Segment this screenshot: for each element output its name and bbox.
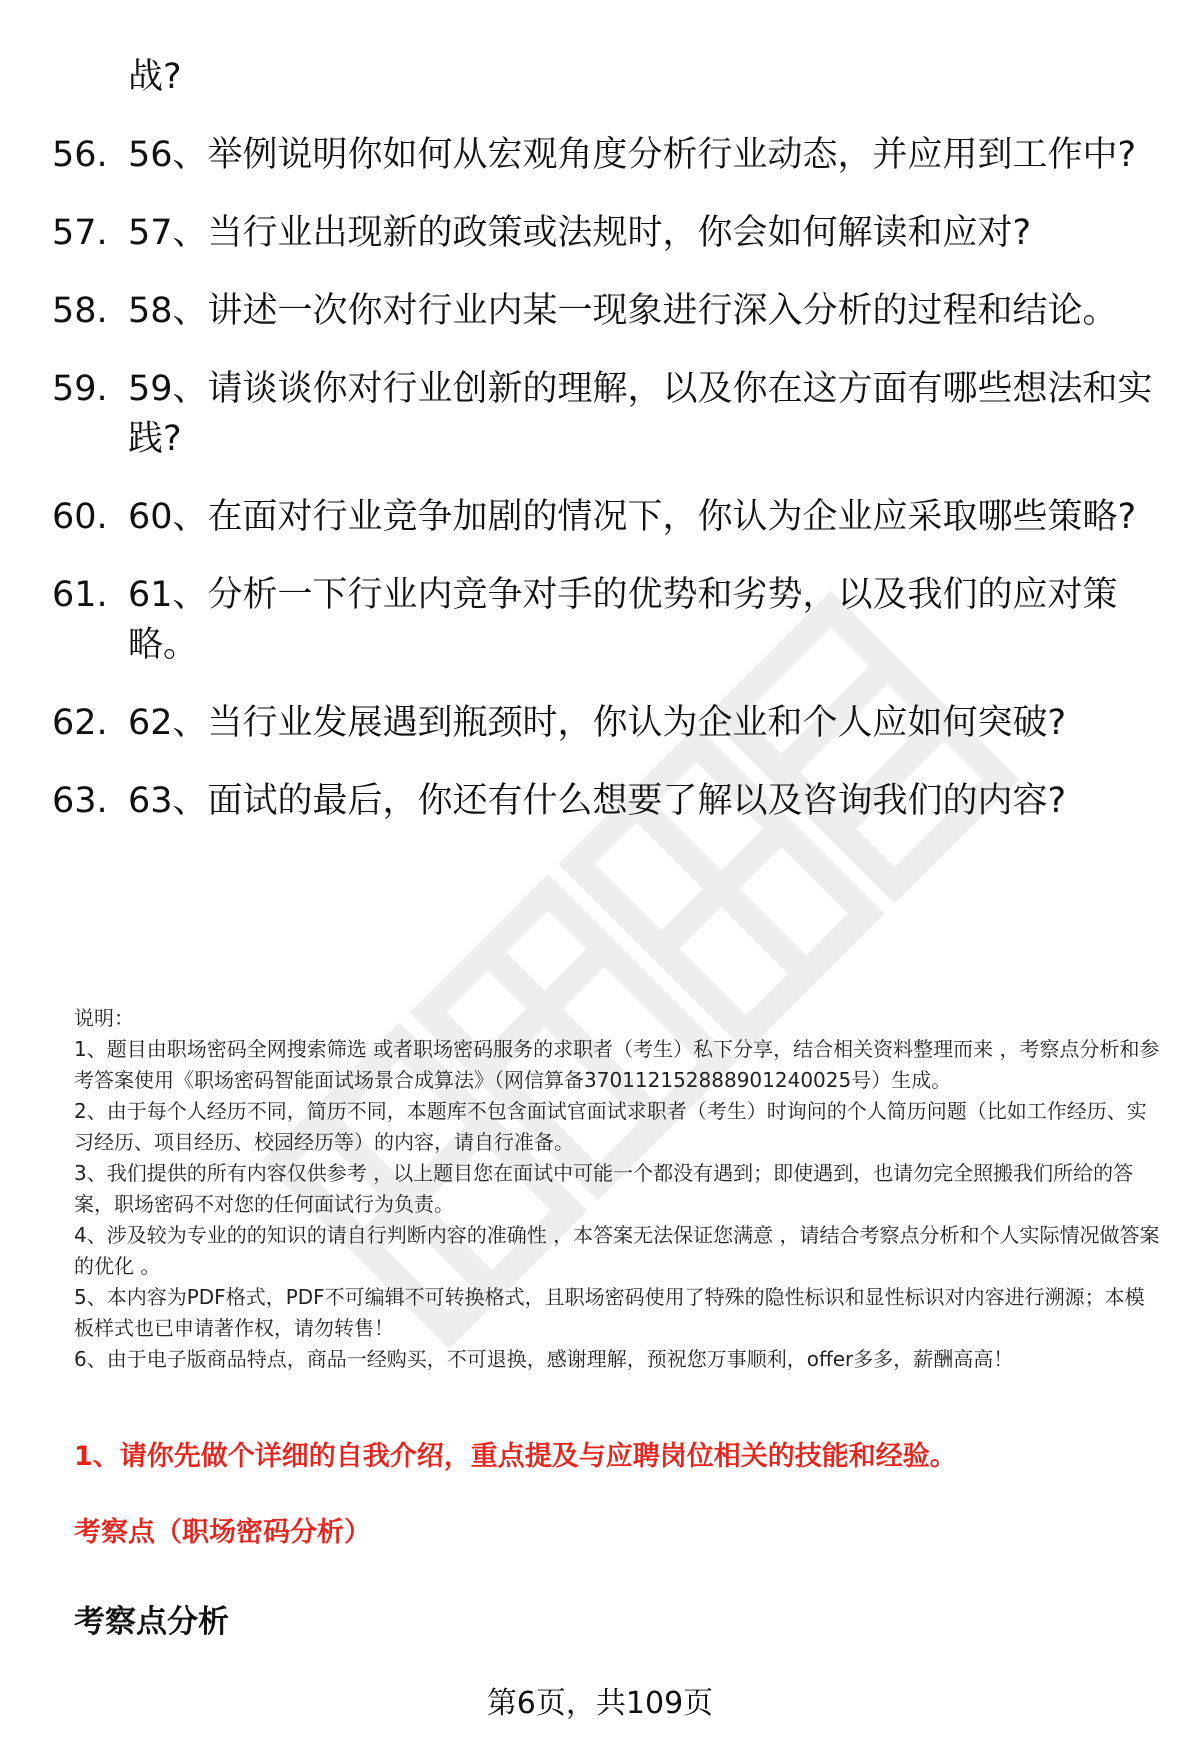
question-text: 60、在面对行业竞争加剧的情况下，你认为企业应采取哪些策略? <box>128 497 1137 537</box>
list-item <box>52 492 1162 542</box>
question-number: 60. <box>52 497 108 537</box>
list-item <box>52 698 1162 748</box>
question-text: 59、请谈谈你对行业创新的理解，以及你在这方面有哪些想法和实践? <box>128 369 1153 459</box>
question-text: 63、面试的最后，你还有什么想要了解以及咨询我们的内容? <box>128 781 1067 821</box>
question-text: 战? <box>128 57 182 97</box>
note-item: 6、由于电子版商品特点，商品一经购买，不可退换，感谢理解，预祝您万事顺利，offer多多，薪酬高高！ <box>74 1347 1014 1371</box>
question-1-heading: 1、请你先做个详细的自我介绍，重点提及与应聘岗位相关的技能和经验。 <box>74 1441 957 1472</box>
note-item: 3、我们提供的所有内容仅供参考 ，以上题目您在面试中可能一个都没有遇到；即使遇到，也请勿完全照搬我们所给的答案，职场密码不对您的任何面试行为负责。 <box>74 1161 1134 1216</box>
list-item <box>52 130 1162 180</box>
question-text: 62、当行业发展遇到瓶颈时，你认为企业和个人应如何突破? <box>128 703 1067 743</box>
question-number: 58. <box>52 291 108 331</box>
exam-point-heading: 考察点（职场密码分析） <box>74 1517 371 1548</box>
question-number: 61. <box>52 575 108 615</box>
question-number: 62. <box>52 703 108 743</box>
question-number: 57. <box>52 213 108 253</box>
list-item <box>128 52 1162 102</box>
question-list <box>52 52 1162 854</box>
list-item <box>52 776 1162 826</box>
page-footer: 第6页，共109页 <box>486 1686 714 1721</box>
question-text: 56、举例说明你如何从宏观角度分析行业动态，并应用到工作中? <box>128 135 1137 175</box>
notes-section <box>74 1003 1164 1375</box>
list-item <box>52 364 1162 464</box>
question-text: 58、讲述一次你对行业内某一现象进行深入分析的过程和结论。 <box>128 291 1118 331</box>
list-item <box>52 208 1162 258</box>
question-number: 56. <box>52 135 108 175</box>
question-number: 63. <box>52 781 108 821</box>
note-item: 4、涉及较为专业的的知识的请自行判断内容的准确性 ，本答案无法保证您满意 ，请结合考察点分析和个人实际情况做答案的优化 。 <box>74 1223 1160 1278</box>
note-item: 1、题目由职场密码全网搜索筛选 或者职场密码服务的求职者（考生）私下分享，结合相关资料整理而来 ，考察点分析和参考答案使用《职场密码智能面试场景合成算法》（网信算备370112152888901240025号）生成。 <box>74 1037 1160 1092</box>
list-item <box>52 570 1162 670</box>
note-item: 5、本内容为PDF格式，PDF不可编辑不可转换格式，且职场密码使用了特殊的隐性标识和显性标识对内容进行溯源；本模板样式也已申请著作权，请勿转售！ <box>74 1285 1145 1340</box>
question-number: 59. <box>52 369 108 409</box>
list-item <box>52 286 1162 336</box>
question-text: 61、分析一下行业内竞争对手的优势和劣势，以及我们的应对策略。 <box>128 575 1118 665</box>
question-text: 57、当行业出现新的政策或法规时，你会如何解读和应对? <box>128 213 1032 253</box>
note-item: 2、由于每个人经历不同，简历不同，本题库不包含面试官面试求职者（考生）时询问的个人简历问题（比如工作经历、实习经历、项目经历、校园经历等）的内容，请自行准备。 <box>74 1099 1147 1154</box>
notes-title: 说明： <box>74 1006 134 1030</box>
analysis-heading: 考察点分析 <box>74 1604 229 1640</box>
